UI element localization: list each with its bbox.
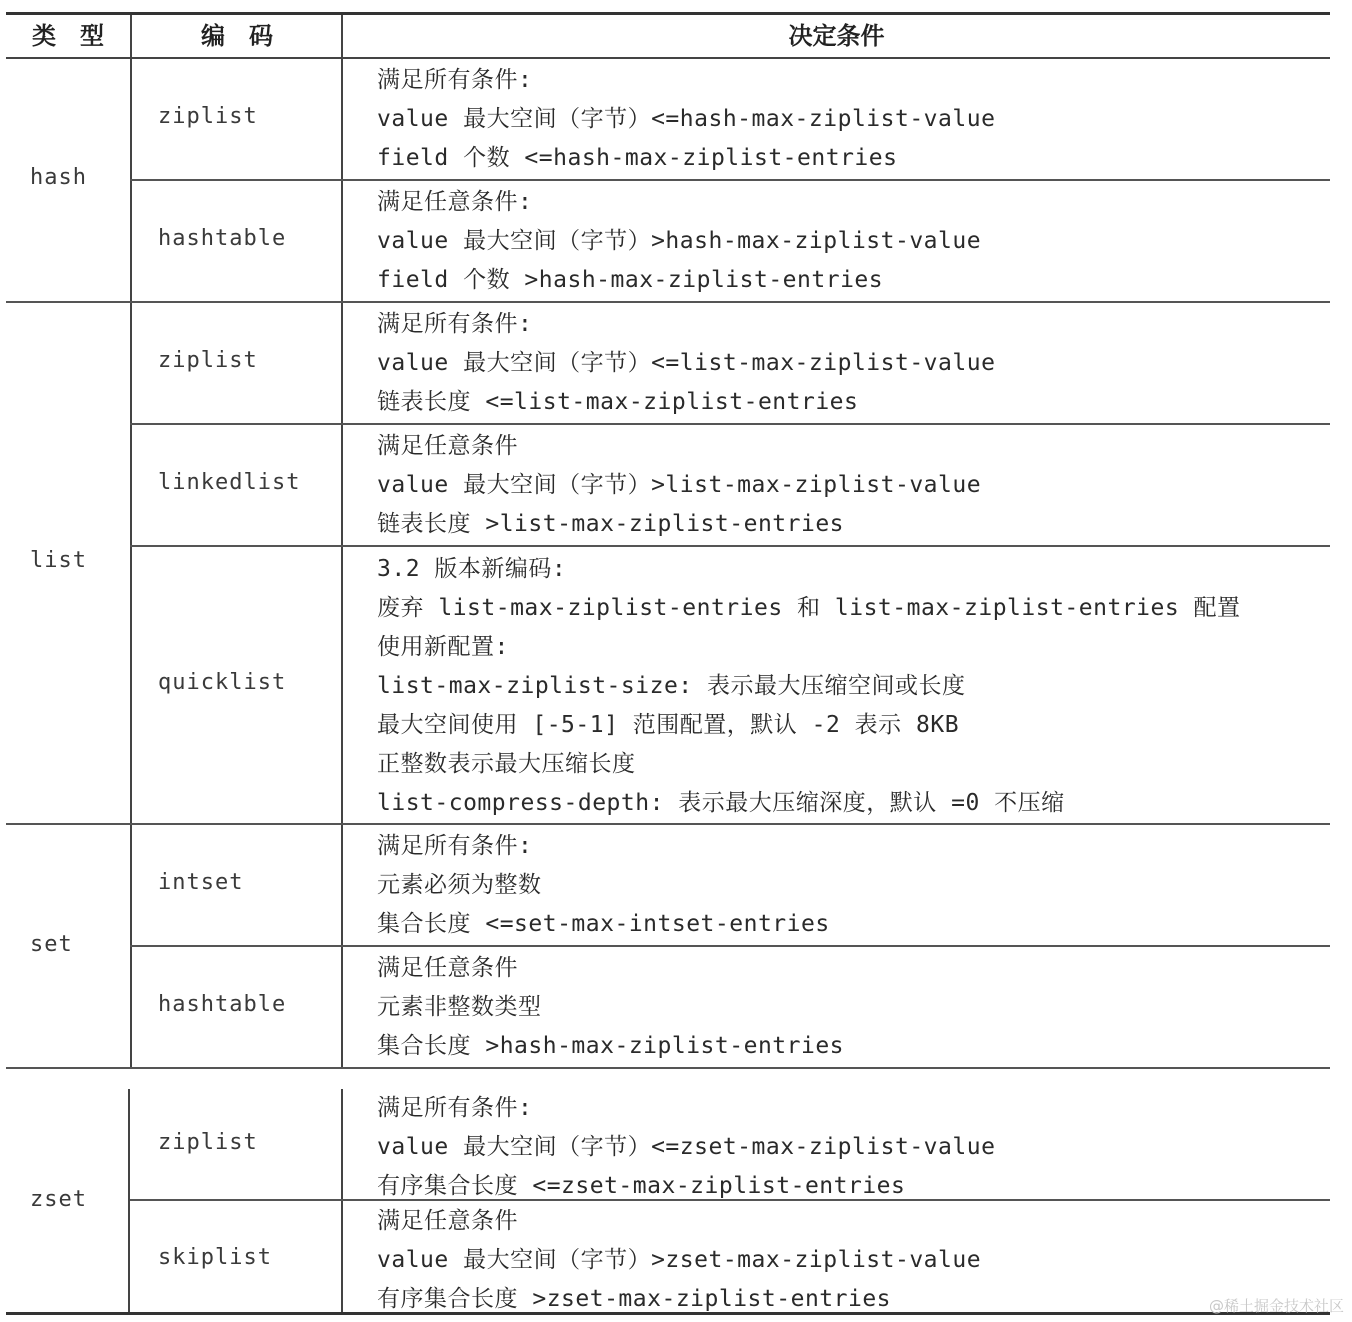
- condition-line: value 最大空间（字节）>zset-max-ziplist-value: [377, 1247, 982, 1273]
- col-divider-1: [130, 15, 132, 1069]
- condition-line: value 最大空间（字节）<=zset-max-ziplist-value: [377, 1134, 996, 1160]
- condition-cell: [377, 1089, 1324, 1206]
- condition-line: 集合长度 >hash-max-ziplist-entries: [377, 1033, 845, 1059]
- condition-line: 使用新配置:: [377, 634, 509, 660]
- condition-line: 满足所有条件:: [377, 67, 533, 93]
- row-divider: [130, 945, 1330, 947]
- condition-line: 满足所有条件:: [377, 1095, 533, 1121]
- condition-line: field 个数 >hash-max-ziplist-entries: [377, 267, 884, 293]
- header-encoding: 编 码: [201, 21, 273, 50]
- type-cell-list: list: [30, 548, 87, 573]
- group-divider: [6, 823, 1330, 825]
- condition-line: value 最大空间（字节）>list-max-ziplist-value: [377, 472, 982, 498]
- condition-line: list-max-ziplist-size: 表示最大压缩空间或长度: [377, 673, 966, 699]
- condition-line: value 最大空间（字节）<=hash-max-ziplist-value: [377, 106, 996, 132]
- condition-cell: [377, 1202, 1324, 1319]
- condition-cell: [377, 305, 1324, 422]
- header-type: 类 型: [32, 21, 104, 50]
- encoding-cell: quicklist: [158, 670, 287, 695]
- group-divider: [6, 1067, 1330, 1069]
- condition-line: list-compress-depth: 表示最大压缩深度，默认 =0 不压缩: [377, 790, 1065, 816]
- condition-line: 废弃 list-max-ziplist-entries 和 list-max-ziplist-entries 配置: [377, 595, 1241, 621]
- encoding-cell: hashtable: [158, 992, 287, 1017]
- condition-line: 满足所有条件:: [377, 311, 533, 337]
- condition-line: 链表长度 >list-max-ziplist-entries: [377, 511, 845, 537]
- condition-cell: [377, 827, 1324, 944]
- condition-line: 满足任意条件: [377, 955, 518, 981]
- condition-line: value 最大空间（字节）<=list-max-ziplist-value: [377, 350, 996, 376]
- condition-cell: [377, 550, 1324, 823]
- table-header: [6, 15, 1330, 59]
- condition-line: 3.2 版本新编码:: [377, 556, 567, 582]
- row-divider: [130, 545, 1330, 547]
- type-cell-hash: hash: [30, 165, 87, 190]
- type-cell-zset: zset: [30, 1187, 87, 1212]
- condition-line: 集合长度 <=set-max-intset-entries: [377, 911, 830, 937]
- condition-line: 元素非整数类型: [377, 994, 542, 1020]
- condition-line: 满足任意条件: [377, 1208, 518, 1234]
- condition-cell: [377, 61, 1324, 178]
- encoding-cell: hashtable: [158, 226, 287, 251]
- row-divider: [130, 179, 1330, 181]
- condition-cell: [377, 183, 1324, 300]
- condition-line: 满足任意条件:: [377, 189, 533, 215]
- condition-line: value 最大空间（字节）>hash-max-ziplist-value: [377, 228, 982, 254]
- condition-line: 有序集合长度 >zset-max-ziplist-entries: [377, 1286, 892, 1312]
- condition-line: 满足任意条件: [377, 433, 518, 459]
- condition-cell: [377, 949, 1324, 1066]
- col-divider-2: [341, 15, 343, 1069]
- condition-line: 最大空间使用 [-5-1] 范围配置，默认 -2 表示 8KB: [377, 712, 960, 738]
- encoding-cell: intset: [158, 870, 244, 895]
- row-divider: [130, 423, 1330, 425]
- condition-line: 链表长度 <=list-max-ziplist-entries: [377, 389, 859, 415]
- condition-line: 满足所有条件:: [377, 833, 533, 859]
- encoding-cell: ziplist: [158, 348, 258, 373]
- condition-line: 元素必须为整数: [377, 872, 542, 898]
- condition-cell: [377, 427, 1324, 544]
- encoding-cell: ziplist: [158, 1130, 258, 1155]
- encoding-cell: linkedlist: [158, 470, 301, 495]
- header-condition: 决定条件: [788, 21, 885, 50]
- encoding-cell: ziplist: [158, 104, 258, 129]
- type-cell-set: set: [30, 932, 73, 957]
- condition-line: 正整数表示最大压缩长度: [377, 751, 636, 777]
- condition-line: 有序集合长度 <=zset-max-ziplist-entries: [377, 1173, 906, 1199]
- condition-line: field 个数 <=hash-max-ziplist-entries: [377, 145, 898, 171]
- group-divider: [6, 301, 1330, 303]
- encoding-cell: skiplist: [158, 1245, 272, 1270]
- watermark: @稀土掘金技术社区: [1208, 1297, 1344, 1315]
